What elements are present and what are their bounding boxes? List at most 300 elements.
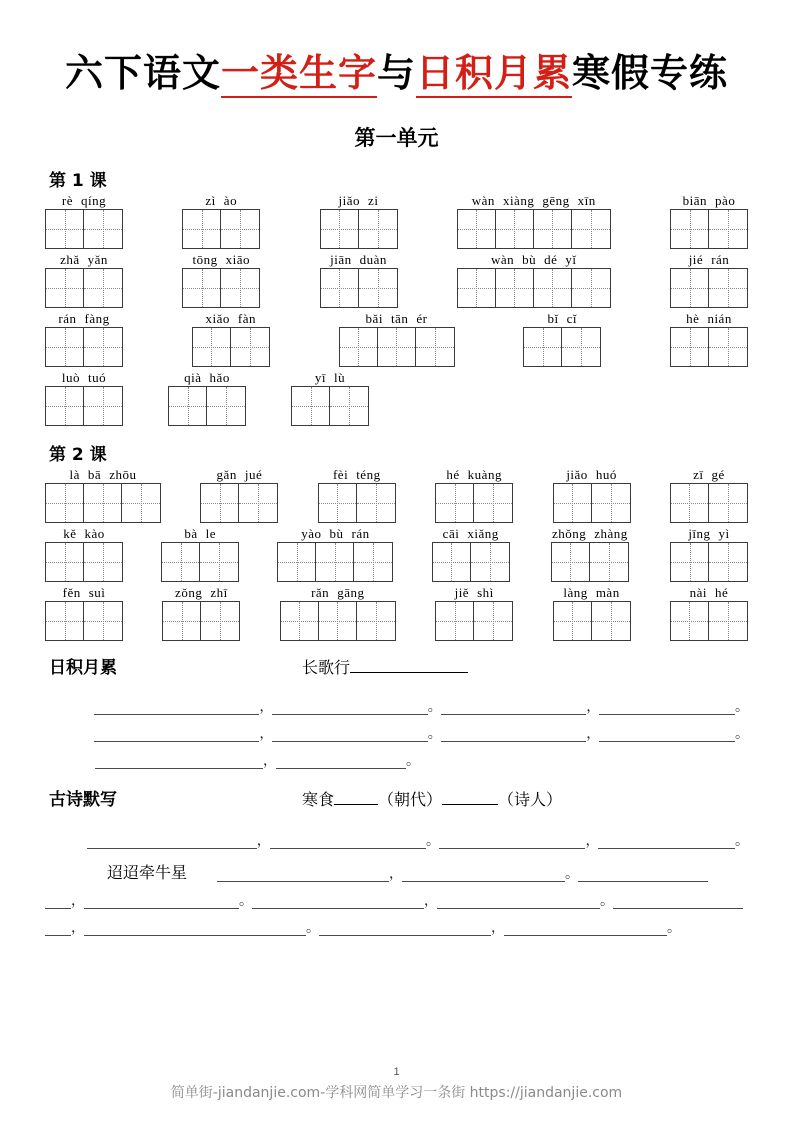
pinyin-syllable: pào [715,192,736,208]
character-grid[interactable] [192,327,270,367]
answer-blank[interactable] [437,891,600,909]
pinyin-label [439,526,503,541]
pinyin-syllable: lù [334,369,346,385]
pinyin-syllable: bà [184,525,198,541]
dictation-section [45,785,748,936]
character-cell[interactable] [84,328,122,366]
pinyin-label [451,585,498,600]
pinyin-syllable: rè [61,192,73,208]
word-item [553,467,631,523]
character-grid[interactable] [182,209,260,249]
answer-blank[interactable] [45,918,71,936]
word-item [192,311,270,367]
dictation-header-row [45,785,748,810]
character-cell[interactable] [319,602,357,640]
character-cell[interactable] [221,210,259,248]
character-grid[interactable] [553,483,631,523]
character-cell[interactable] [709,602,747,640]
pinyin-label [297,526,373,541]
character-grid[interactable] [277,542,393,582]
character-cell[interactable] [436,484,474,522]
pinyin-syllable: hè [686,310,700,326]
word-item [200,467,278,523]
pinyin-label [213,467,267,482]
pinyin-label [686,585,733,600]
pinyin-syllable: zi [368,192,379,208]
character-grid[interactable] [670,601,748,641]
word-item [318,467,396,523]
pinyin-syllable: jiǎo [338,192,361,208]
comma-mark: ， [259,699,274,715]
character-grid[interactable] [457,268,611,308]
character-cell[interactable] [330,387,368,425]
pinyin-syllable: jīng [688,525,711,541]
character-cell[interactable] [436,602,474,640]
character-cell[interactable] [709,484,747,522]
character-cell[interactable] [46,387,84,425]
period-mark: 。 [239,893,253,909]
character-cell[interactable] [474,602,512,640]
pinyin-label [689,467,729,482]
word-row [45,467,748,523]
period-mark: 。 [565,866,580,882]
character-cell[interactable] [46,484,84,522]
character-cell[interactable] [433,543,471,581]
title-highlight-2: 日积月累 [416,51,572,98]
pinyin-syllable: fàn [237,310,256,326]
pinyin-syllable: rǎn [311,584,330,600]
pinyin-label [202,311,261,326]
writing-line-row [45,688,748,715]
word-item [45,252,123,308]
pinyin-syllable: yǐ [565,251,577,267]
pinyin-label [180,370,234,385]
accumulation-poem-blank[interactable] [350,672,468,673]
character-cell[interactable] [709,269,747,307]
answer-blank[interactable] [87,831,257,849]
answer-blank[interactable] [94,724,259,742]
character-cell[interactable] [590,543,628,581]
pinyin-label [59,585,110,600]
title-part-3: 寒假专练 [572,51,729,95]
character-cell[interactable] [357,602,395,640]
character-grid[interactable] [162,601,240,641]
character-cell[interactable] [572,210,610,248]
pinyin-syllable: hǎo [209,369,230,385]
answer-blank[interactable] [252,891,424,909]
character-cell[interactable] [496,269,534,307]
pinyin-label [311,370,349,385]
character-cell[interactable] [122,484,160,522]
comma-mark: ， [389,866,404,882]
word-item [670,193,748,249]
pinyin-syllable: cǐ [566,310,577,326]
pinyin-syllable: qíng [80,192,107,208]
character-grid[interactable] [670,483,748,523]
character-grid[interactable] [291,386,369,426]
pinyin-syllable: jué [244,466,263,482]
word-item [162,585,240,641]
character-grid[interactable] [523,327,601,367]
character-cell[interactable] [671,269,709,307]
word-row [45,252,748,308]
pinyin-syllable: nián [707,310,732,326]
character-grid[interactable] [45,327,123,367]
character-cell[interactable] [200,543,238,581]
character-cell[interactable] [231,328,269,366]
pinyin-syllable: xiàng [502,192,535,208]
character-cell[interactable] [319,484,357,522]
pinyin-label [548,526,632,541]
character-cell[interactable] [193,328,231,366]
answer-blank[interactable] [276,751,406,769]
pinyin-label [679,193,740,208]
writing-line-row [45,742,748,769]
character-cell[interactable] [534,210,572,248]
character-grid[interactable] [45,386,123,426]
character-cell[interactable] [292,387,330,425]
answer-blank[interactable] [272,724,427,742]
pinyin-syllable: hé [446,466,460,482]
character-grid[interactable] [161,542,239,582]
word-row [45,193,748,249]
pinyin-syllable: cāi [442,525,460,541]
word-item [670,467,748,523]
pinyin-syllable: jié [688,251,704,267]
character-grid[interactable] [551,542,629,582]
character-cell[interactable] [458,210,496,248]
word-item [457,193,611,249]
character-grid[interactable] [45,268,123,308]
pinyin-syllable: rán [58,310,77,326]
pinyin-label [543,311,581,326]
character-cell[interactable] [354,543,392,581]
dynasty-label: （朝代） [378,791,443,809]
word-item [670,526,748,582]
title-highlight-1: 一类生字 [221,51,377,98]
comma-mark: ， [585,833,600,849]
page-number: 1 [393,1066,400,1078]
character-cell[interactable] [278,543,316,581]
character-grid[interactable] [45,542,123,582]
pinyin-syllable: fèi [332,466,349,482]
pinyin-label [362,311,432,326]
word-item [45,193,123,249]
pinyin-syllable: wàn [471,192,495,208]
pinyin-syllable: hé [715,584,729,600]
word-item [553,585,631,641]
answer-blank[interactable] [504,918,667,936]
pinyin-syllable: kě [63,525,77,541]
pinyin-syllable: bǎi [365,310,383,326]
writing-line-row [45,849,748,882]
character-cell[interactable] [221,269,259,307]
pinyin-syllable: tān [390,310,409,326]
pinyin-label [335,193,383,208]
character-cell[interactable] [46,269,84,307]
word-item [45,311,123,367]
period-mark: 。 [406,753,420,769]
character-cell[interactable] [378,328,416,366]
character-cell[interactable] [554,602,592,640]
answer-blank[interactable] [578,864,708,882]
comma-mark: ， [586,699,601,715]
answer-blank[interactable] [217,864,389,882]
character-cell[interactable] [321,210,359,248]
pinyin-syllable: zhǒng [551,525,587,541]
character-cell[interactable] [163,602,201,640]
pinyin-label [487,252,581,267]
period-mark: 。 [306,920,320,936]
answer-blank[interactable] [441,697,587,715]
character-cell[interactable] [84,484,122,522]
character-grid[interactable] [168,386,246,426]
accumulation-section [45,653,748,769]
character-grid[interactable] [339,327,455,367]
character-cell[interactable] [84,602,122,640]
character-cell[interactable] [84,543,122,581]
lesson-section-1 [45,166,748,426]
title-part-1: 六下语文 [64,51,221,95]
pinyin-syllable: kuàng [467,466,502,482]
answer-blank[interactable] [84,891,239,909]
answer-blank[interactable] [95,751,263,769]
character-cell[interactable] [201,602,239,640]
character-cell[interactable] [458,269,496,307]
pinyin-label [171,585,232,600]
character-cell[interactable] [474,484,512,522]
lesson-2-header: 第 2 课 [49,444,107,465]
character-cell[interactable] [84,387,122,425]
pinyin-label [66,467,141,482]
character-cell[interactable] [316,543,354,581]
character-cell[interactable] [552,543,590,581]
character-grid[interactable] [435,601,513,641]
word-row [45,585,748,641]
pinyin-label [54,311,113,326]
character-cell[interactable] [46,543,84,581]
character-cell[interactable] [321,269,359,307]
answer-blank[interactable] [319,918,491,936]
character-grid[interactable] [200,483,278,523]
pinyin-syllable: zǒng [175,584,203,600]
word-item [670,252,748,308]
word-row [45,370,748,426]
pinyin-syllable: duàn [359,251,387,267]
character-cell[interactable] [671,328,709,366]
page-title [45,52,748,96]
character-cell[interactable] [572,269,610,307]
character-cell[interactable] [471,543,509,581]
character-cell[interactable] [496,210,534,248]
character-cell[interactable] [207,387,245,425]
pinyin-label [188,252,254,267]
pinyin-syllable: zī [693,466,704,482]
pinyin-label [329,467,385,482]
pinyin-syllable: yī [314,369,326,385]
character-grid[interactable] [318,483,396,523]
character-cell[interactable] [281,602,319,640]
character-cell[interactable] [671,484,709,522]
character-cell[interactable] [84,210,122,248]
word-item [320,252,398,308]
character-cell[interactable] [239,484,277,522]
character-cell[interactable] [84,269,122,307]
character-grid[interactable] [432,542,510,582]
character-grid[interactable] [45,209,123,249]
pinyin-syllable: luò [61,369,80,385]
character-cell[interactable] [46,210,84,248]
character-cell[interactable] [183,210,221,248]
answer-blank[interactable] [599,724,735,742]
pinyin-syllable: bù [329,525,344,541]
pinyin-syllable: yǎn [87,251,108,267]
character-grid[interactable] [182,268,260,308]
pinyin-syllable: ào [223,192,238,208]
pinyin-label [682,311,736,326]
character-cell[interactable] [592,602,630,640]
character-cell[interactable] [671,602,709,640]
answer-blank[interactable] [598,831,735,849]
character-grid[interactable] [45,601,123,641]
word-item [339,311,455,367]
pinyin-syllable: xiāo [225,251,250,267]
title-area [45,0,748,152]
answer-blank[interactable] [45,891,71,909]
pinyin-label [201,193,241,208]
character-cell[interactable] [46,328,84,366]
answer-blank[interactable] [599,697,735,715]
character-grid[interactable] [670,327,748,367]
pinyin-syllable: kào [84,525,105,541]
character-cell[interactable] [359,210,397,248]
pinyin-label [180,526,220,541]
lesson-1-header: 第 1 课 [49,170,107,191]
pinyin-label [468,193,600,208]
accumulation-poem-label [302,655,468,678]
word-row [45,526,748,582]
character-grid[interactable] [553,601,631,641]
word-item [45,585,123,641]
character-cell[interactable] [201,484,239,522]
comma-mark: ， [256,833,271,849]
character-grid[interactable] [457,209,611,249]
character-cell[interactable] [524,328,562,366]
word-item [291,370,369,426]
period-mark: 。 [667,920,681,936]
character-cell[interactable] [340,328,378,366]
pinyin-label [307,585,368,600]
comma-mark: ， [71,920,85,936]
answer-blank[interactable] [270,831,426,849]
pinyin-syllable: biān [682,192,708,208]
character-cell[interactable] [359,269,397,307]
character-cell[interactable] [554,484,592,522]
character-cell[interactable] [671,210,709,248]
pinyin-syllable: màn [595,584,620,600]
answer-blank[interactable] [441,724,587,742]
pinyin-syllable: gēng [542,192,570,208]
pinyin-syllable: tuó [88,369,107,385]
dynasty-blank[interactable] [334,804,378,805]
pinyin-syllable: dé [544,251,558,267]
character-cell[interactable] [562,328,600,366]
answer-blank[interactable] [94,697,259,715]
character-cell[interactable] [709,210,747,248]
character-cell[interactable] [592,484,630,522]
answer-blank[interactable] [439,831,585,849]
poet-label: （诗人） [498,791,563,809]
period-mark: 。 [600,893,614,909]
character-grid[interactable] [670,542,748,582]
character-cell[interactable] [169,387,207,425]
writing-line-row [45,909,748,936]
pinyin-syllable: rán [351,525,370,541]
pinyin-syllable: bā [87,466,102,482]
character-grid[interactable] [280,601,396,641]
character-cell[interactable] [709,543,747,581]
pinyin-syllable: yì [718,525,730,541]
character-grid[interactable] [45,483,161,523]
character-cell[interactable] [183,269,221,307]
character-cell[interactable] [709,328,747,366]
pinyin-label [442,467,506,482]
comma-mark: ， [491,920,505,936]
character-cell[interactable] [534,269,572,307]
character-cell[interactable] [357,484,395,522]
pinyin-syllable: gāng [337,584,365,600]
word-item [548,526,632,582]
answer-blank[interactable] [272,697,427,715]
character-cell[interactable] [416,328,454,366]
pinyin-syllable: rán [711,251,730,267]
character-grid[interactable] [670,268,748,308]
word-item [45,370,123,426]
word-item [277,526,393,582]
word-item [523,311,601,367]
pinyin-label [685,252,734,267]
accumulation-writing-lines [45,688,748,769]
pinyin-label [562,467,621,482]
character-cell[interactable] [162,543,200,581]
answer-blank[interactable] [613,891,743,909]
character-grid[interactable] [670,209,748,249]
period-mark: 。 [735,699,749,715]
comma-mark: ， [259,726,274,742]
character-grid[interactable] [320,209,398,249]
dictation-writing-lines [45,822,748,936]
comma-mark: ， [71,893,85,909]
pinyin-syllable: zì [205,192,216,208]
pinyin-syllable: yào [301,525,322,541]
answer-blank[interactable] [402,864,565,882]
pinyin-label [684,526,733,541]
pinyin-syllable: zhǎ [60,251,80,267]
character-grid[interactable] [435,483,513,523]
answer-blank[interactable] [84,918,306,936]
pinyin-syllable: suì [88,584,106,600]
poet-blank[interactable] [442,804,498,805]
pinyin-syllable: le [205,525,217,541]
comma-mark: ， [586,726,601,742]
character-cell[interactable] [671,543,709,581]
character-cell[interactable] [46,602,84,640]
character-grid[interactable] [320,268,398,308]
dictation-poem-label [302,787,562,810]
pinyin-syllable: zhàng [594,525,628,541]
pinyin-syllable: gé [711,466,725,482]
word-item [670,311,748,367]
